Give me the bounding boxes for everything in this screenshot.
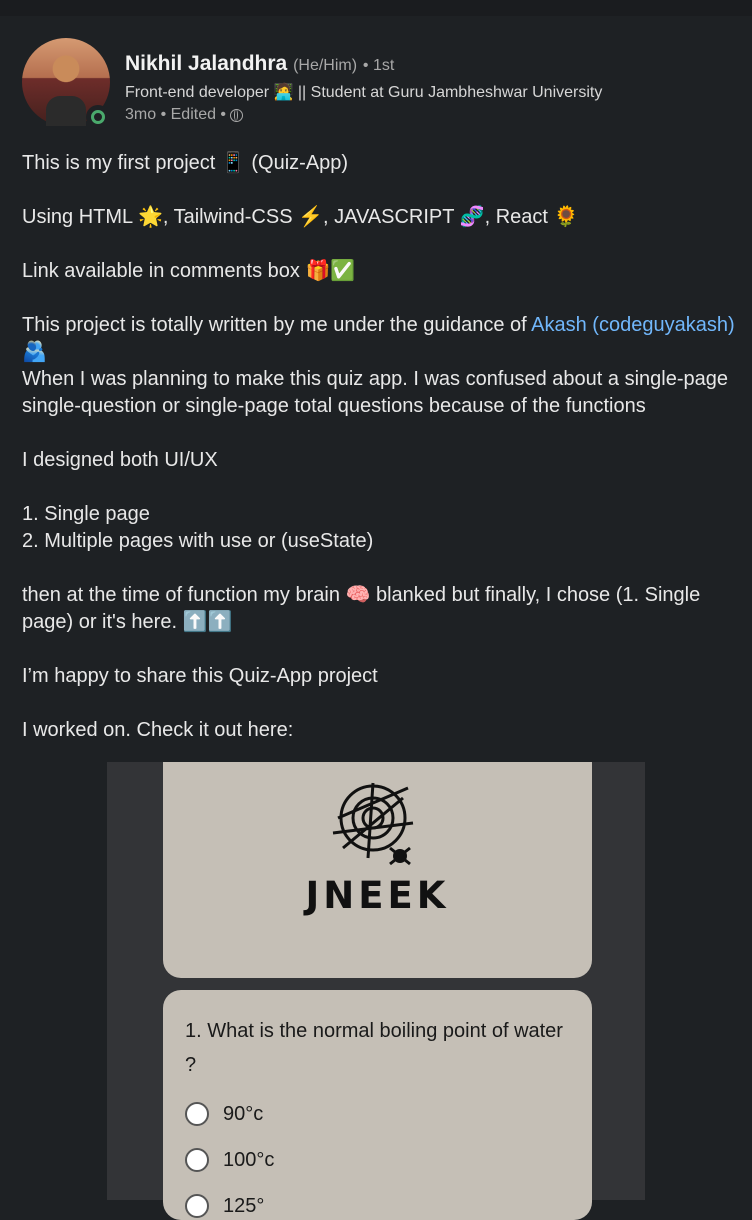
- question-card: [163, 990, 592, 1220]
- option-label: 90°c: [223, 1102, 264, 1125]
- avatar-shirt: [46, 96, 86, 126]
- radio-button[interactable]: [185, 1148, 209, 1172]
- post-text: 🫂: [22, 341, 47, 363]
- post-paragraph: I’m happy to share this Quiz-App project: [22, 665, 378, 687]
- question-text: 1. What is the normal boiling point of water ?: [185, 1020, 563, 1076]
- post-list-item: 1. Single page: [22, 503, 150, 525]
- quiz-app-preview-image[interactable]: [107, 762, 645, 1217]
- post-paragraph: Link available in comments box 🎁✅: [22, 260, 356, 282]
- radio-button[interactable]: [185, 1194, 209, 1218]
- quiz-header-card: [163, 762, 592, 978]
- option-label: 100°c: [223, 1148, 275, 1171]
- post-body: [22, 150, 737, 744]
- author-name-line[interactable]: [125, 52, 394, 76]
- author-name[interactable]: Nikhil Jalandhra: [125, 52, 288, 75]
- post-paragraph: I worked on. Check it out here:: [22, 719, 294, 741]
- option-1[interactable]: [185, 1102, 263, 1126]
- radio-button[interactable]: [185, 1102, 209, 1126]
- globe-icon: [230, 109, 243, 122]
- mention-link[interactable]: Akash (codeguyakash): [531, 314, 735, 336]
- post-paragraph: then at the time of function my brain 🧠 blanked but finally, I chose (1. Single page) or it's here. ⬆️⬆️: [22, 584, 701, 633]
- post-time: 3mo • Edited •: [125, 106, 227, 123]
- option-2[interactable]: [185, 1148, 274, 1172]
- post-list-item: 2. Multiple pages with use or (useState): [22, 530, 374, 552]
- post-paragraph: I designed both UI/UX: [22, 449, 218, 471]
- online-status-icon: [86, 105, 110, 129]
- post-meta: [125, 106, 243, 124]
- post-paragraph: [22, 312, 737, 366]
- post-paragraph: When I was planning to make this quiz app. I was confused about a single-page single-question or single-page total questions because of the functions: [22, 368, 728, 417]
- option-3[interactable]: [185, 1194, 264, 1218]
- author-headline: Front-end developer 🧑‍💻 || Student at Guru Jambheshwar University: [125, 84, 603, 101]
- app-brand: JNEEK: [305, 874, 450, 917]
- post-paragraph: Using HTML 🌟, Tailwind-CSS ⚡, JAVASCRIPT 🧬, React 🌻: [22, 206, 579, 228]
- post-paragraph: This is my first project 📱 (Quiz-App): [22, 152, 349, 174]
- top-divider: [0, 0, 752, 16]
- post-text: This project is totally written by me under the guidance of: [22, 314, 532, 336]
- spider-web-icon: [328, 778, 418, 868]
- option-label: 125°: [223, 1194, 265, 1217]
- connection-degree: • 1st: [362, 57, 395, 74]
- author-pronouns: (He/Him): [293, 57, 358, 74]
